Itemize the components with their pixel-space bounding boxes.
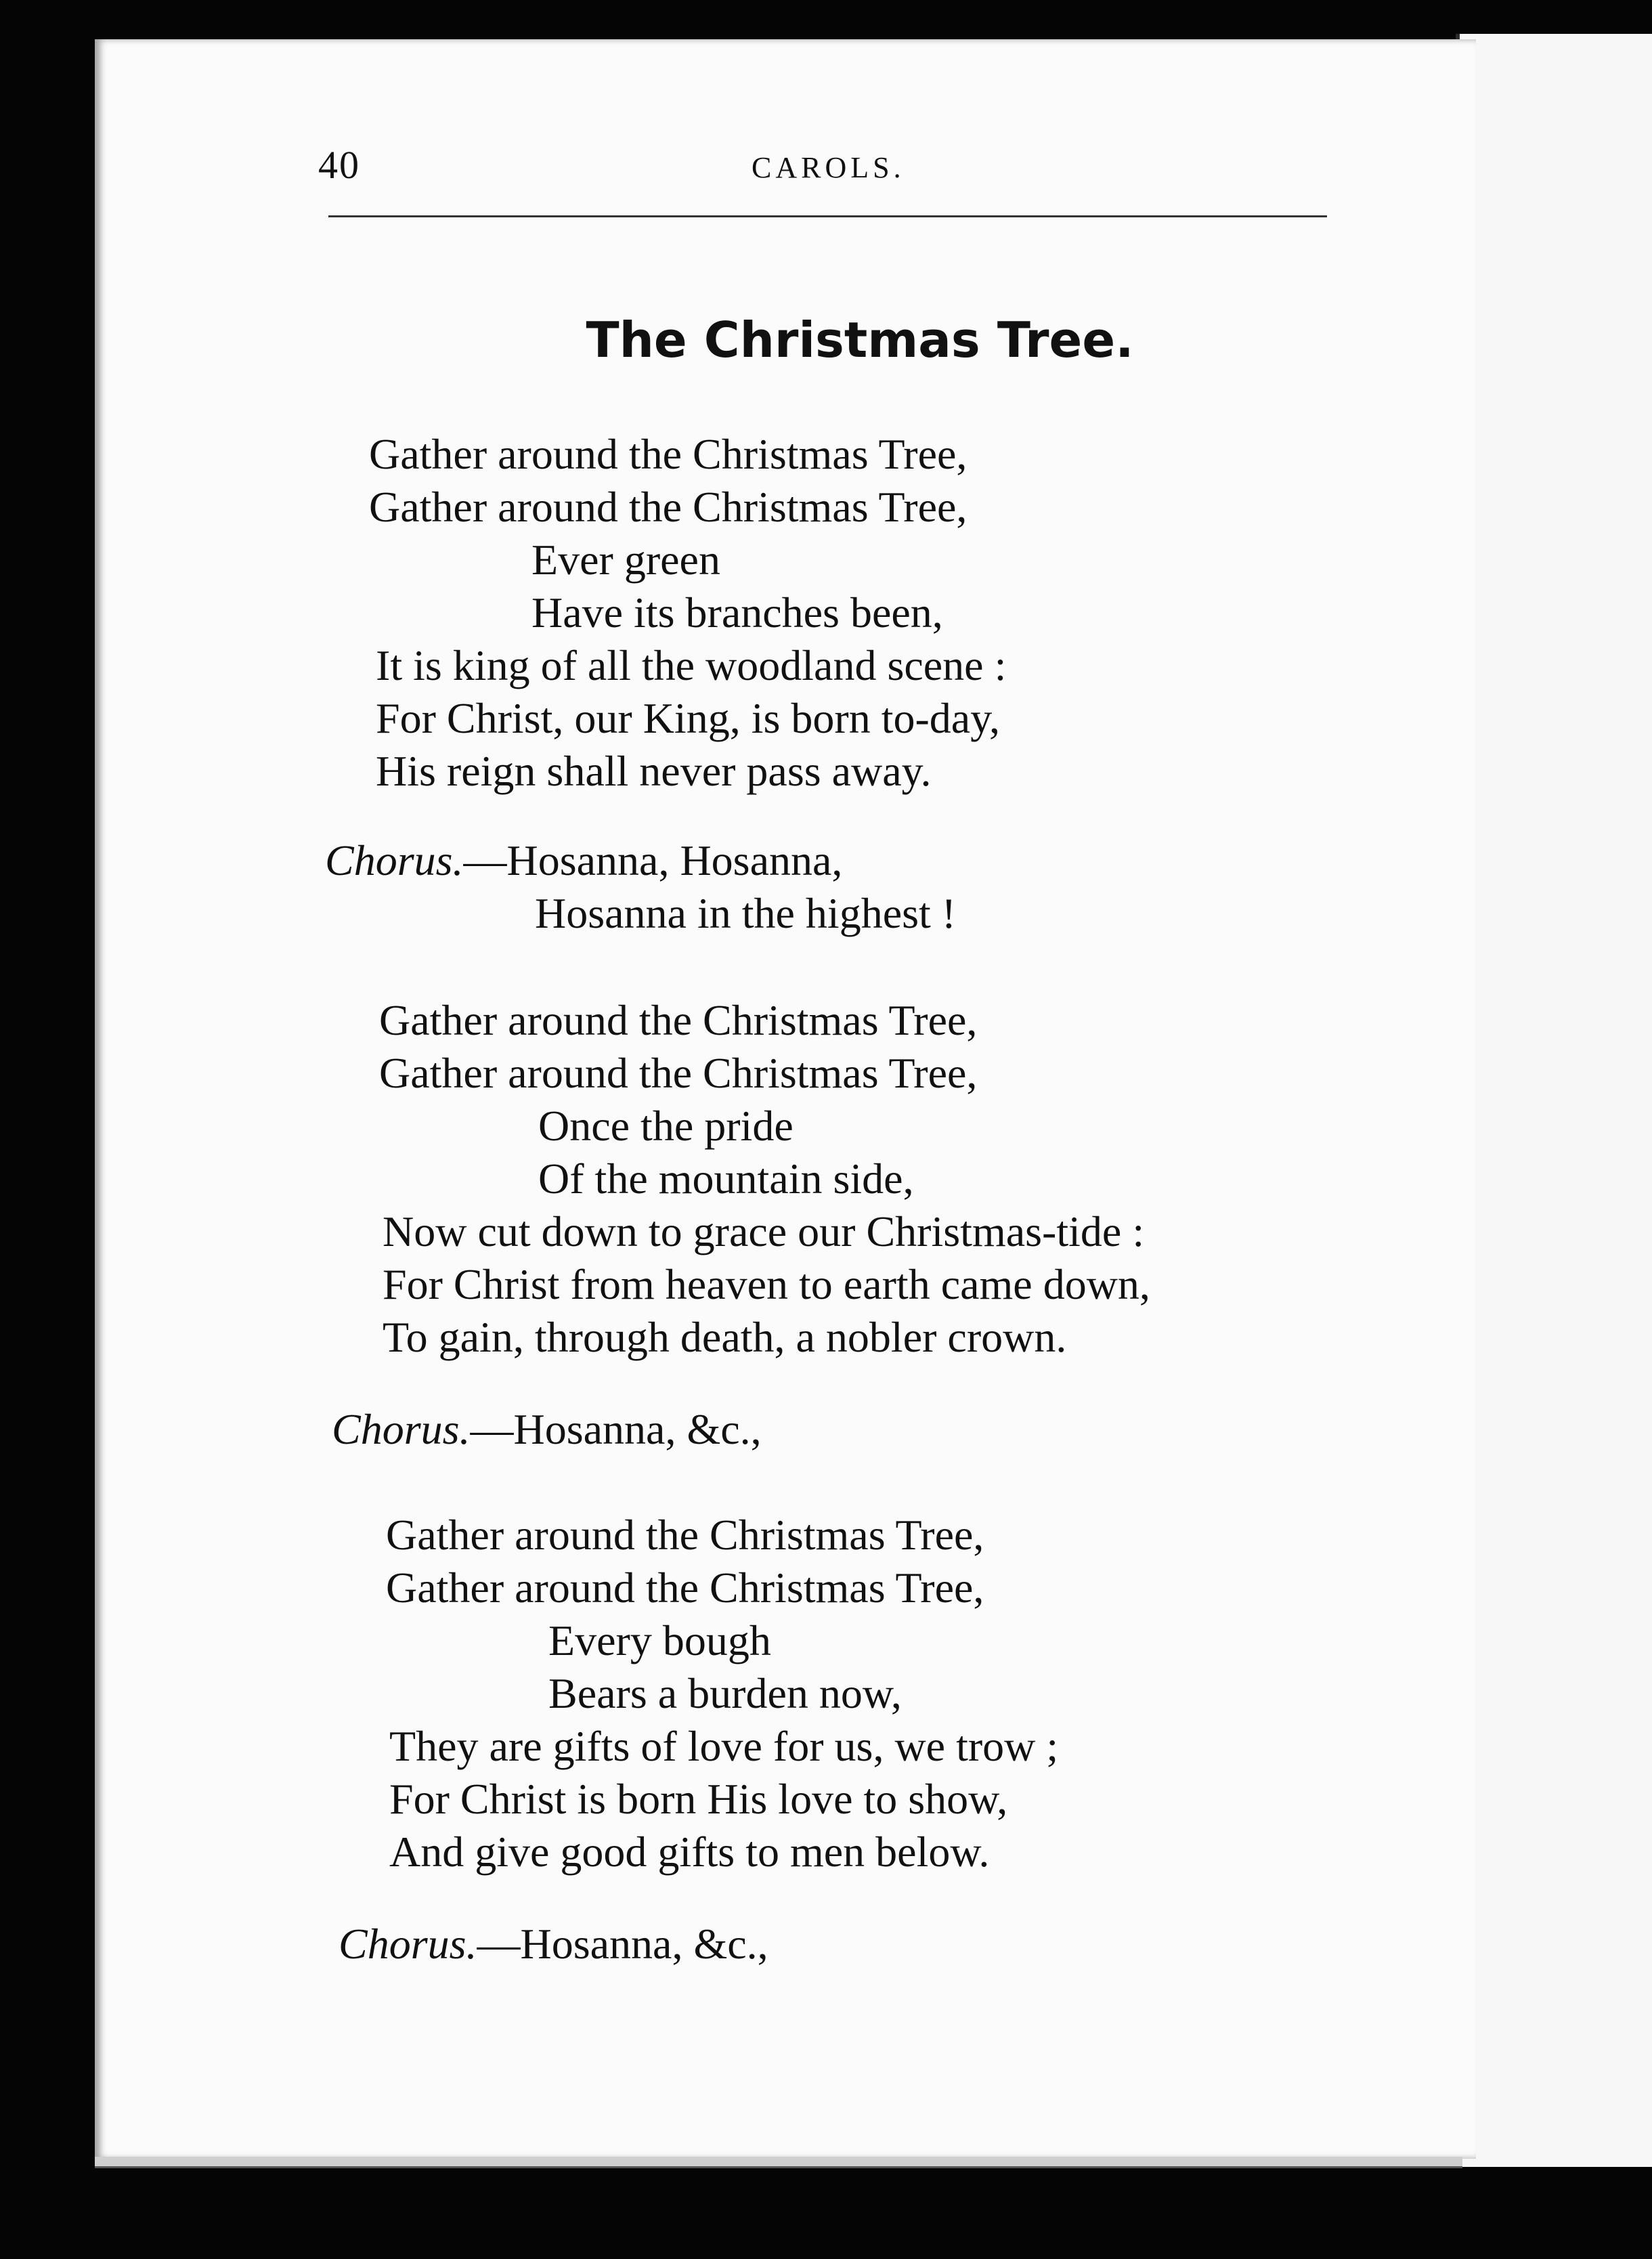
stanza-3-line-6: For Christ is born His love to show,	[389, 1775, 1008, 1823]
poem-title: The Christmas Tree.	[586, 311, 1134, 368]
stanza-1-line-2: Gather around the Christmas Tree,	[369, 483, 968, 531]
stanza-2-line-7: To gain, through death, a nobler crown.	[383, 1313, 1067, 1361]
stanza-3-line-5: They are gifts of love for us, we trow ;	[389, 1722, 1059, 1770]
chorus-text: —Hosanna, &c.,	[477, 1920, 768, 1968]
page-bottom-edge	[95, 2157, 1462, 2168]
page-header	[318, 142, 1327, 217]
stanza-1-line-6: For Christ, our King, is born to-day,	[376, 694, 1001, 742]
running-head: CAROLS.	[752, 151, 905, 184]
chorus-label: Chorus.	[332, 1405, 471, 1453]
stanza-2-line-4: Of the mountain side,	[538, 1155, 914, 1203]
chorus-text: —Hosanna, &c.,	[470, 1405, 762, 1453]
stanza-3-line-1: Gather around the Christmas Tree,	[386, 1511, 984, 1559]
stanza-3-line-7: And give good gifts to men below.	[389, 1828, 990, 1876]
header-rule	[328, 215, 1327, 217]
stanza-2-line-3: Once the pride	[538, 1102, 794, 1150]
stanza-2-chorus	[332, 1403, 762, 1456]
stanza-3-chorus	[339, 1918, 768, 1971]
chorus-text: —Hosanna, Hosanna,	[463, 836, 843, 884]
stanza-1-chorus	[325, 834, 842, 887]
stanza-1-line-1: Gather around the Christmas Tree,	[369, 430, 968, 478]
stanza-1-line-4: Have its branches been,	[531, 588, 943, 637]
stanza-2-line-5: Now cut down to grace our Christmas-tide :	[383, 1207, 1145, 1255]
chorus-label: Chorus.	[339, 1920, 477, 1968]
stanza-2-line-6: For Christ from heaven to earth came down,	[383, 1260, 1150, 1308]
stanza-1-line-7: His reign shall never pass away.	[376, 747, 932, 795]
chorus-label: Chorus.	[325, 836, 464, 884]
stanza-1-line-3: Ever green	[531, 536, 720, 584]
stanza-1-chorus-line-2: Hosanna in the highest !	[535, 889, 957, 937]
page-number: 40	[318, 143, 360, 187]
stanza-3-line-3: Every bough	[548, 1616, 771, 1664]
stanza-3-line-2: Gather around the Christmas Tree,	[386, 1564, 984, 1612]
stanza-2-line-2: Gather around the Christmas Tree,	[379, 1049, 978, 1097]
stanza-1-line-5: It is king of all the woodland scene :	[376, 641, 1007, 689]
stanza-2-line-1: Gather around the Christmas Tree,	[379, 996, 978, 1044]
stanza-3-line-4: Bears a burden now,	[548, 1669, 902, 1717]
